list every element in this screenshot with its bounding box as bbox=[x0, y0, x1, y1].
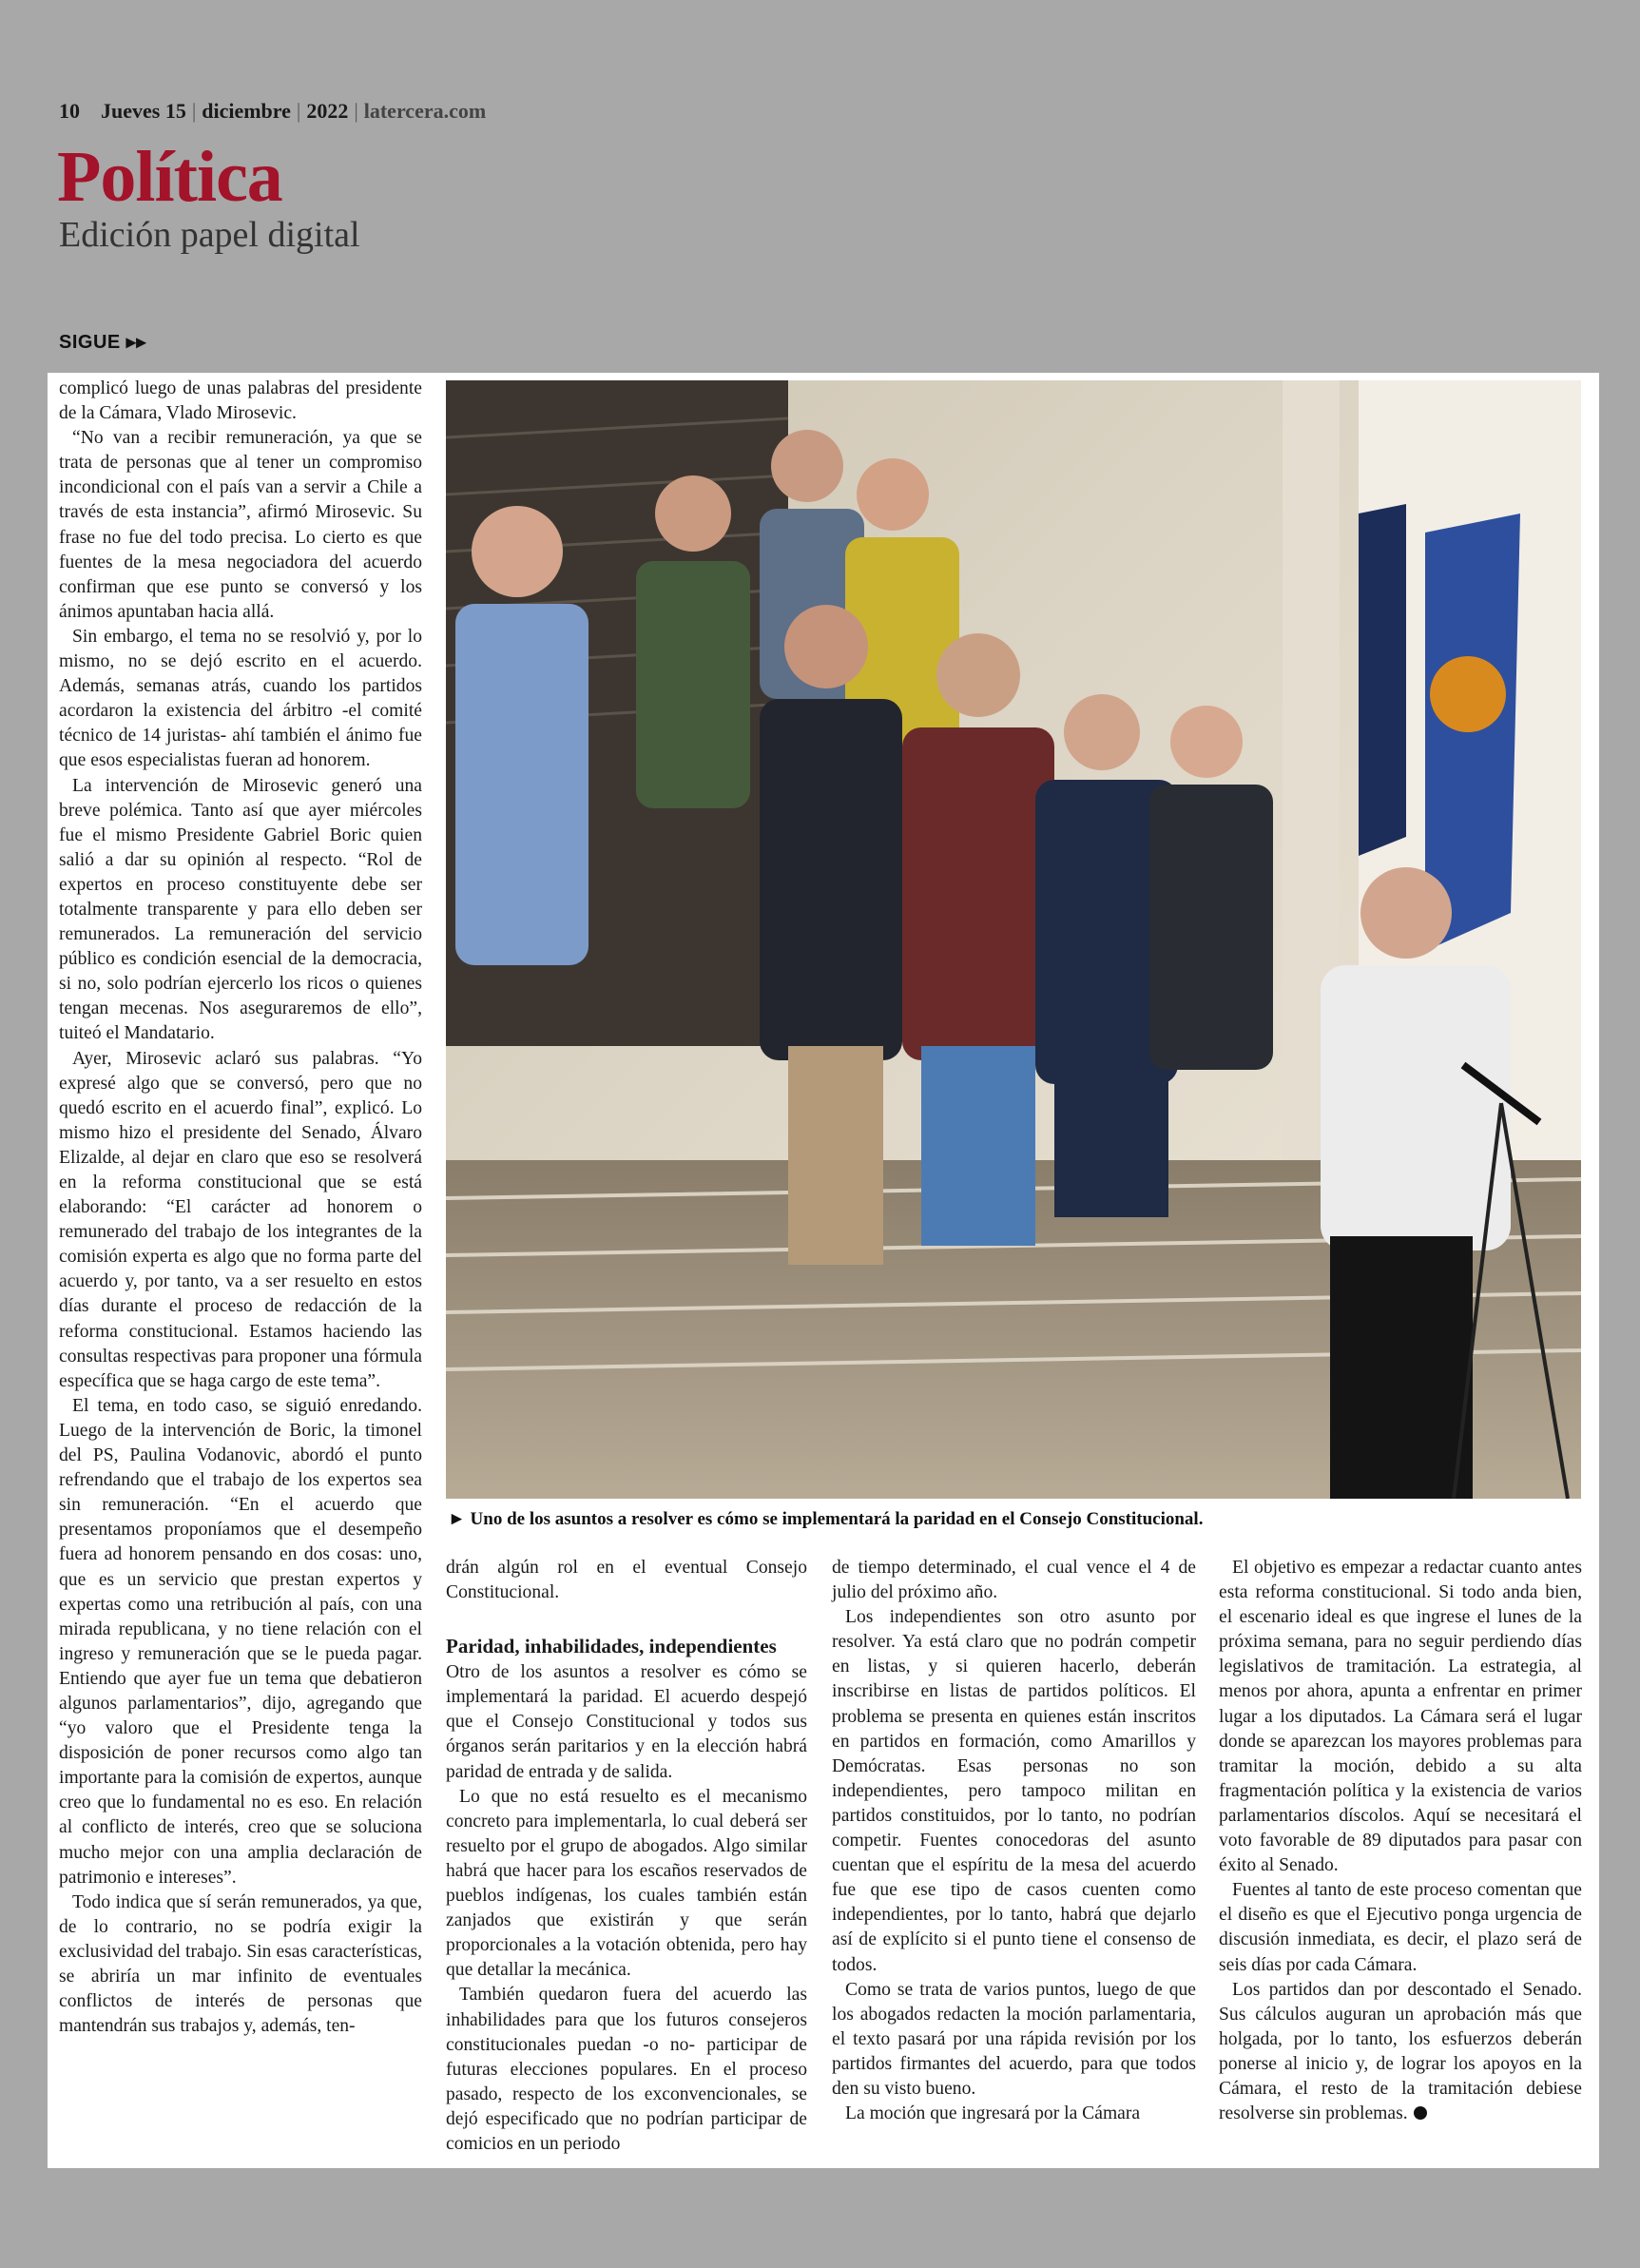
paragraph: Lo que no está resuelto es el mecanismo concreto para implementarla, lo cual deberá ser resuelto por el grupo de abogados. Algo similar habrá que hacer para los escaños reservados de pueblos indígenas, los cuales también están zanjados que existirán y que serán proporcionales a la votación obtenida, pero hay que detallar la mecánica. bbox=[446, 1786, 807, 1981]
subheading: Paridad, inhabilidades, independientes bbox=[446, 1635, 777, 1658]
section-subtitle: Edición papel digital bbox=[59, 215, 360, 255]
header-month: diciembre bbox=[202, 99, 291, 123]
paragraph: Otro de los asuntos a resolver es cómo se implementará la paridad. El acuerdo despejó que el Consejo Constitucional y todos sus órganos serán paritarios y en la elección habrá paridad de entrada y de salida. bbox=[446, 1662, 807, 1782]
paragraph: Como se trata de varios puntos, luego de que los abogados redacten la moción parlamentaria, el texto pasará por una rápida revisión por los partidos firmantes del acuerdo, para que todos den su visto bueno. bbox=[832, 1979, 1196, 2099]
paragraph: La intervención de Mirosevic generó una breve polémica. Tanto así que ayer miércoles fue el mismo Presidente Gabriel Boric quien salió a dar su opinión al respecto. “Rol de expertos en proceso constituyente debe ser totalmente transparente y para ello deben ser remunerados. La remuneración del servicio público es condición esencial de la democracia, si no, solo podrían ejercerlo los ricos o quienes tengan mecenas. Nos aseguraremos de ello”, tuiteó el Mandatario. bbox=[59, 775, 422, 1044]
paragraph: de tiempo determinado, el cual vence el 4 de julio del próximo año. bbox=[832, 1558, 1196, 1603]
paragraph-text: Los partidos dan por descontado el Senado. Sus cálculos auguran un aprobación más que holgada, por lo tanto, los esfuerzos deberán ponerse al inicio y, de lograr los apoyos en la Cámara, el resto de la tramitación debiese resolverse sin problemas. bbox=[1219, 1979, 1582, 2124]
header-year: 2022 bbox=[306, 99, 349, 123]
paragraph: También quedaron fuera del acuerdo las inhabilidades para que los futuros consejeros constitucionales puedan -o no- participar de futuras elecciones populares. En el proceso pasado, respecto de los exconvencionales, se dejó especificado que no podrían participar de comicios en un periodo bbox=[446, 1985, 807, 2154]
paragraph: Todo indica que sí serán remunerados, ya que, de lo contrario, no se podría exigir la exclusividad del trabajo. Sin esas características, se abriría un mar infinito de eventuales conflictos de interés de personas que mantendrán sus trabajos y, además, ten- bbox=[59, 1891, 422, 2037]
paragraph: complicó luego de unas palabras del presidente de la Cámara, Vlado Mirosevic. bbox=[59, 378, 422, 424]
continue-label: SIGUE ▸▸ bbox=[59, 332, 146, 353]
paragraph: Fuentes al tanto de este proceso comentan que el diseño es que el Ejecutivo ponga urgencia de discusión inmediata, es decir, el plazo será de seis días por cada Cámara. bbox=[1219, 1880, 1582, 1975]
header-day: Jueves 15 bbox=[101, 99, 186, 123]
paragraph: drán algún rol en el eventual Consejo Constitucional. bbox=[446, 1558, 807, 1603]
article-column-2 bbox=[446, 1556, 807, 2157]
paragraph: El objetivo es empezar a redactar cuanto antes esta reforma constitucional. Si todo anda bien, el escenario ideal es que ingrese el lunes de la próxima semana, para no seguir perdiendo días legislativos de tramitación. La estrategia, al menos por ahora, apunta a enfrentar en primer lugar a los diputados. La Cámara será el lugar donde se aparezcan los mayores problemas para tramitar la moción, debido a su alta fragmentación política y la existencia de varios parlamentarios díscolos. Aquí se necesitará el voto favorable de 89 diputados para pasar con éxito al Senado. bbox=[1219, 1558, 1582, 1876]
photo-caption: ► Uno de los asuntos a resolver es cómo se implementará la paridad en el Consejo Constitucional. bbox=[448, 1509, 1204, 1529]
paragraph bbox=[1219, 1978, 1582, 2127]
article-column-4 bbox=[1219, 1556, 1582, 2126]
page-number: 10 bbox=[59, 99, 80, 123]
paragraph: Los independientes son otro asunto por resolver. Ya está claro que no podrán competir en listas, y si quieren hacerlo, deberán inscribirse en listas de partidos políticos. El problema se presenta en quienes están inscritos en partidos en formación, como Amarillos y Demócratas. Esas personas no son independientes, pero tampoco militan en partidos constituidos, por lo tanto, no podrían competir. Fuentes conocedoras del asunto cuentan que el espíritu de la mesa del acuerdo fue que ese tipo de casos cuenten como independientes, por lo tanto, habrá que dejarlo así de explícito si el punto tiene el consenso de todos. bbox=[832, 1607, 1196, 1975]
page-header: 10 Jueves 15 | diciembre | 2022 | latercera.com bbox=[59, 99, 487, 123]
header-site[interactable]: latercera.com bbox=[363, 99, 487, 123]
section-title: Política bbox=[57, 137, 282, 217]
end-mark-icon bbox=[1414, 2106, 1427, 2120]
photo-illustration bbox=[446, 380, 1581, 1499]
paragraph: “No van a recibir remuneración, ya que se trata de personas que al tener un compromiso incondicional con el país van a servir a Chile a través de esta instancia”, afirmó Mirosevic. Su frase no fue del todo precisa. Lo cierto es que fuentes de la mesa negociadora del acuerdo confirman que ese punto se conversó y los ánimos apuntaban hacia allá. bbox=[59, 428, 422, 622]
article-column-3 bbox=[832, 1556, 1196, 2126]
paragraph: La moción que ingresará por la Cámara bbox=[845, 2103, 1141, 2124]
news-photo bbox=[446, 380, 1581, 1499]
article-column-1 bbox=[59, 377, 422, 2039]
paragraph: El tema, en todo caso, se siguió enredando. Luego de la intervención de Boric, la timonel del PS, Paulina Vodanovic, abordó el punto refrendando que el trabajo de los expertos sea sin remuneración. “En el acuerdo que presentamos proponíamos que el desempeño fuera ad honorem pensando en dos cosas: uno, que es un servicio que prestan expertos y expertas como una retribución al país, con una mirada republicana, y no tiene relación con el ingreso y remuneración que se le pueda pagar. Entiendo que ayer fue un tema que debatieron algunos parlamentarios”, dijo, agregando que “yo valoro que el Presidente tenga la disposición de poner recursos como algo tan importante para la comisión de expertos, aunque creo que lo fundamental no es eso. En relación al conflicto de interés, creo que se soluciona mucho mejor con una amplia declaración de patrimonio e intereses”. bbox=[59, 1395, 422, 1888]
paragraph: Ayer, Mirosevic aclaró sus palabras. “Yo expresé algo que se conversó, pero que no quedó escrito en el acuerdo final”, explicó. Lo mismo hizo el presidente del Senado, Álvaro Elizalde, al dejar en claro que eso se resolverá en la reforma constitucional que se está elaborando: “El carácter ad honorem o remunerado del trabajo de los integrantes de la comisión experta es algo que no forma parte del acuerdo y, por tanto, va a ser resuelto en estos días durante el proceso de redacción de la reforma constitucional. Estamos haciendo las consultas respectivas para proponer una fórmula específica que se haga cargo de este tema”. bbox=[59, 1048, 422, 1391]
paragraph: Sin embargo, el tema no se resolvió y, por lo mismo, no se dejó escrito en el acuerdo. Además, semanas atrás, cuando los partidos acordaron la existencia del árbitro -el comité técnico de 14 juristas- ahí también el ánimo fue que esos especialistas fueran ad honorem. bbox=[59, 626, 422, 771]
